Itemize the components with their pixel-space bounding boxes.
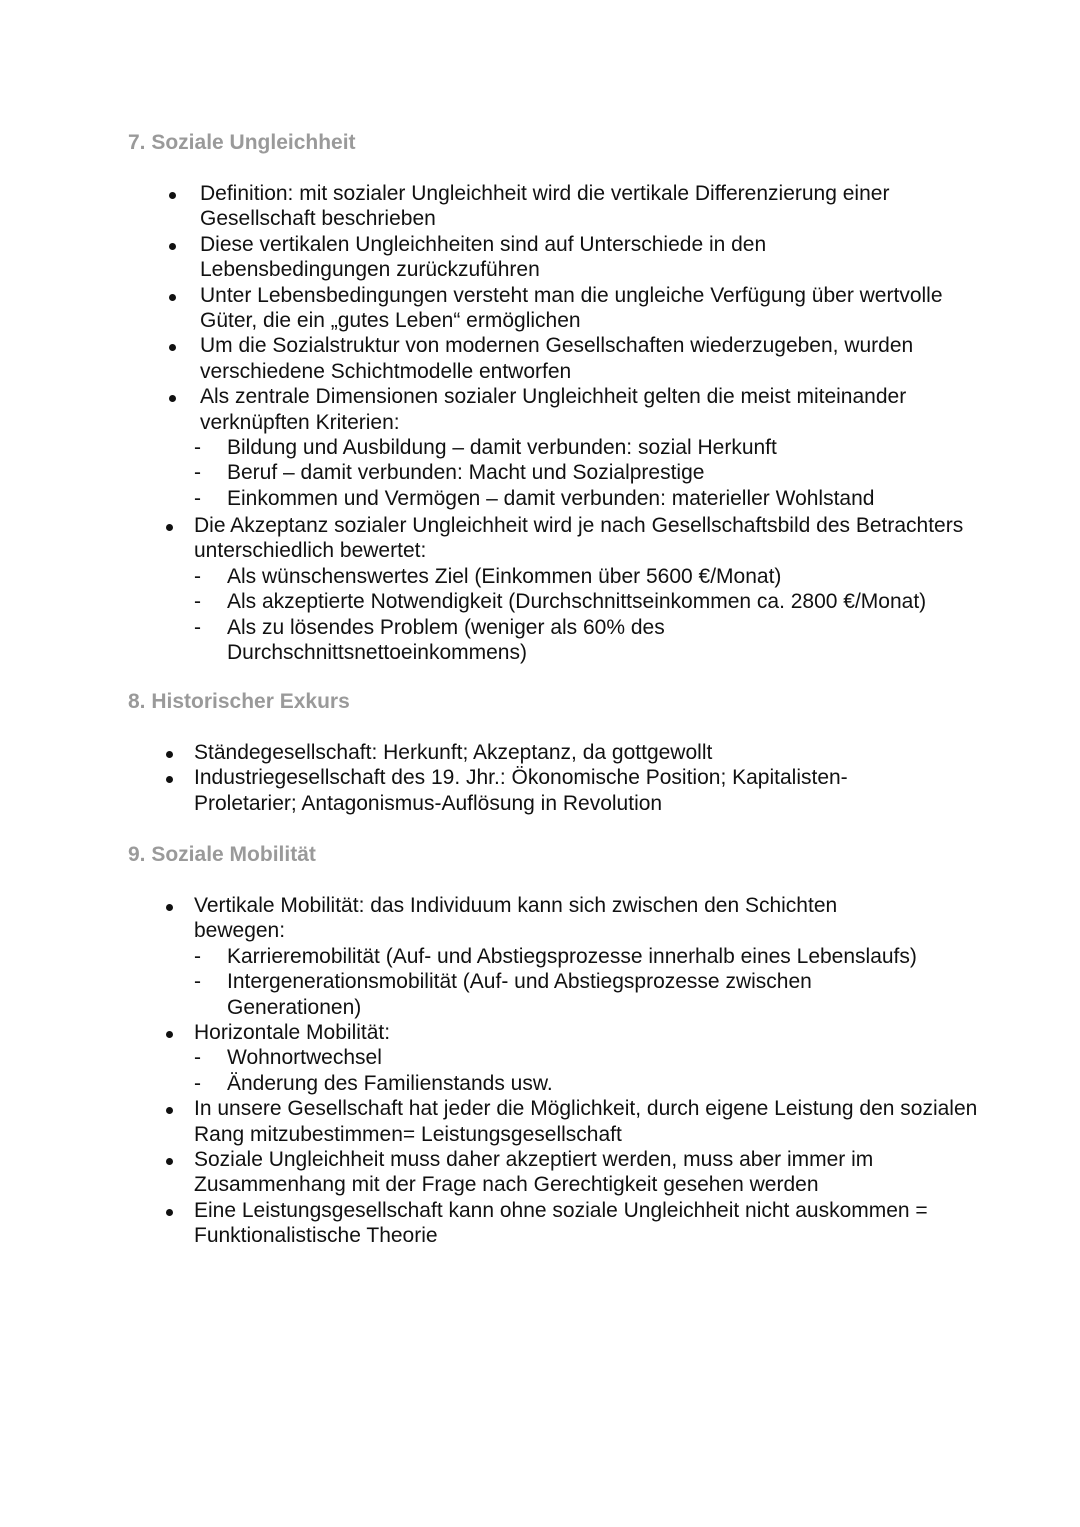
sub-list-item [194, 460, 960, 485]
section-8-list [194, 740, 894, 816]
list-item [194, 1147, 984, 1198]
list-item [194, 1020, 984, 1096]
bullet-icon [166, 1031, 173, 1038]
bullet-icon [166, 776, 173, 783]
dash-marker: - [194, 461, 201, 485]
bullet-icon [169, 344, 176, 351]
sub-list-item-text: Wohnortwechsel [227, 1046, 382, 1070]
sub-list [194, 1045, 984, 1096]
section-7-list-continued [194, 513, 984, 665]
list-item [194, 1096, 984, 1147]
list-item [194, 944, 984, 1020]
list-item [200, 232, 960, 283]
bullet-icon [166, 1107, 173, 1114]
bullet-icon [169, 243, 176, 250]
list-item [200, 283, 960, 334]
bullet-icon [169, 192, 176, 199]
bullet-icon [169, 395, 176, 402]
list-item-text: Definition: mit sozialer Ungleichheit wird die vertikale Differenzierung einer Gesellschaft beschrieben [200, 182, 890, 231]
list-item [194, 1198, 984, 1249]
dash-marker: - [194, 564, 201, 588]
sub-list-item [194, 564, 984, 589]
sub-list [194, 944, 984, 1020]
sub-list-item [194, 615, 984, 666]
sub-list-item-text: Intergenerationsmobilität (Auf- und Abstiegsprozesse zwischen Generationen) [227, 970, 812, 1019]
sub-list-item-text: Beruf – damit verbunden: Macht und Sozialprestige [227, 461, 705, 485]
dash-marker: - [194, 436, 201, 460]
dash-marker: - [194, 944, 201, 968]
list-item-text: Unter Lebensbedingungen versteht man die ungleiche Verfügung über wertvolle Güter, die ein „gutes Leben“ ermöglichen [200, 283, 943, 333]
bullet-icon [166, 1209, 173, 1216]
dash-marker: - [194, 486, 201, 510]
list-item-text: Vertikale Mobilität: das Individuum kann sich zwischen den Schichten bewegen: [194, 894, 838, 943]
section-7-heading: 7. Soziale Ungleichheit [128, 131, 356, 154]
bullet-icon [166, 904, 173, 911]
dash-marker: - [194, 1046, 201, 1070]
bullet-icon [166, 751, 173, 758]
section-9-list [194, 893, 984, 1249]
list-item-text: Industriegesellschaft des 19. Jhr.: Ökonomische Position; Kapitalisten-Proletarier; Antagonismus-Auflösung in Revolution [194, 766, 848, 815]
sub-list-item [194, 1045, 984, 1070]
section-9-heading: 9. Soziale Mobilität [128, 843, 316, 866]
list-item [194, 513, 984, 665]
sub-list-item-text: Änderung des Familienstands usw. [227, 1071, 553, 1095]
list-item-text: Die Akzeptanz sozialer Ungleichheit wird je nach Gesellschaftsbild des Betrachters unterschiedlich bewertet: [194, 514, 964, 563]
sub-list-item [194, 486, 960, 511]
list-item [194, 740, 894, 765]
sub-list-item [194, 969, 984, 1020]
list-item-text: Diese vertikalen Ungleichheiten sind auf Unterschiede in den Lebensbedingungen zurückzuführen [200, 232, 767, 282]
sub-list-item-text: Als akzeptierte Notwendigkeit (Durchschnittseinkommen ca. 2800 €/Monat) [227, 590, 927, 614]
dash-marker: - [194, 590, 201, 614]
list-item-text: Um die Sozialstruktur von modernen Gesellschaften wiederzugeben, wurden verschiedene Schichtmodelle entworfen [200, 334, 914, 383]
sub-list [194, 435, 960, 511]
sub-list-item-text: Einkommen und Vermögen – damit verbunden: materieller Wohlstand [227, 486, 875, 510]
section-7-list [194, 181, 960, 511]
list-item [200, 333, 960, 384]
sub-list-item-text: Karrieremobilität (Auf- und Abstiegsprozesse innerhalb eines Lebenslaufs) [227, 944, 917, 968]
list-item-text: Ständegesellschaft: Herkunft; Akzeptanz, da gottgewollt [194, 741, 713, 764]
sub-list-item [194, 944, 984, 969]
sub-list [194, 564, 984, 666]
list-item-text: In unsere Gesellschaft hat jeder die Möglichkeit, durch eigene Leistung den sozialen Rang mitzubestimmen= Leistungsgesellschaft [194, 1097, 978, 1146]
dash-marker: - [194, 970, 201, 994]
sub-list-item [194, 589, 984, 614]
list-item-text: Als zentrale Dimensionen sozialer Ungleichheit gelten die meist miteinander verknüpften Kriterien: [200, 385, 907, 434]
list-item [194, 893, 984, 944]
list-item [200, 181, 960, 232]
bullet-icon [169, 294, 176, 301]
sub-list-item [194, 435, 960, 460]
sub-list-item [194, 1071, 984, 1096]
section-8-heading: 8. Historischer Exkurs [128, 690, 350, 713]
list-item-text: Horizontale Mobilität: [194, 1021, 391, 1045]
sub-list-item-text: Als wünschenswertes Ziel (Einkommen über 5600 €/Monat) [227, 564, 782, 588]
list-item [194, 384, 960, 511]
dash-marker: - [194, 615, 201, 639]
list-item-text: Eine Leistungsgesellschaft kann ohne soziale Ungleichheit nicht auskommen = Funktionalistische Theorie [194, 1198, 928, 1248]
sub-list-item-text: Bildung und Ausbildung – damit verbunden: sozial Herkunft [227, 436, 777, 460]
bullet-icon [166, 1158, 173, 1165]
list-item [194, 765, 894, 816]
sub-list-item-text: Als zu lösendes Problem (weniger als 60% des Durchschnittsnettoeinkommens) [227, 615, 665, 665]
list-item-text: Soziale Ungleichheit muss daher akzeptiert werden, muss aber immer im Zusammenhang mit der Frage nach Gerechtigkeit gesehen werden [194, 1148, 874, 1197]
dash-marker: - [194, 1071, 201, 1095]
bullet-icon [166, 524, 173, 531]
